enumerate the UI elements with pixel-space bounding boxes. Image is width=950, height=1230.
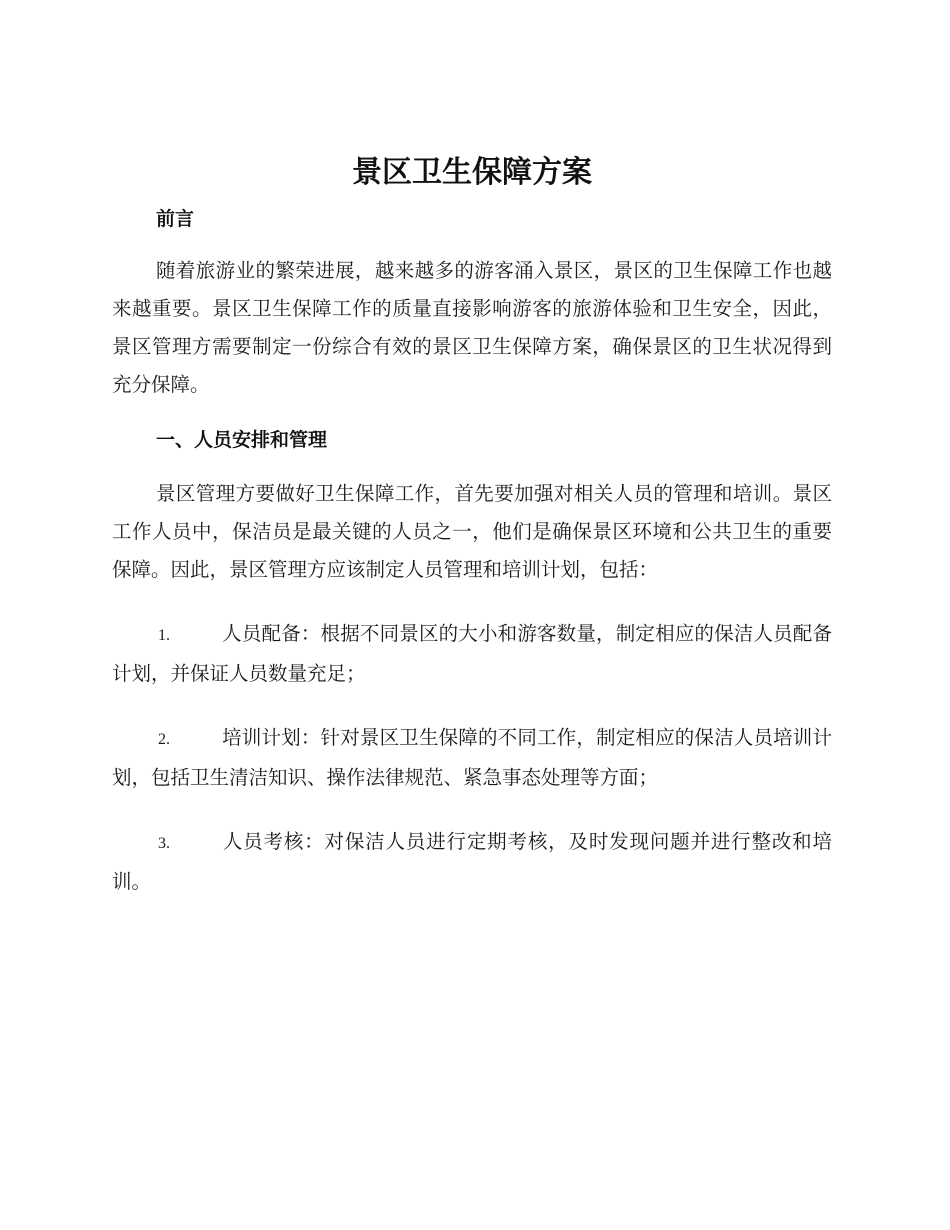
list-item-text: 人员配备：根据不同景区的大小和游客数量，制定相应的保洁人员配备计划，并保证人员数量充足； [112, 622, 832, 685]
preface-paragraph: 随着旅游业的繁荣进展，越来越多的游客涌入景区，景区的卫生保障工作也越来越重要。景区卫生保障工作的质量直接影响游客的旅游体验和卫生安全，因此，景区管理方需要制定一份综合有效的景区卫生保障方案，确保景区的卫生状况得到充分保障。 [112, 259, 832, 396]
list-item [112, 719, 832, 797]
numbered-list [112, 615, 832, 901]
list-item-number: 1. [158, 627, 170, 644]
section-1-paragraph: 景区管理方要做好卫生保障工作，首先要加强对相关人员的管理和培训。景区工作人员中，保洁员是最关键的人员之一，他们是确保景区环境和公共卫生的重要保障。因此，景区管理方应该制定人员管理和培训计划，包括： [112, 482, 832, 581]
list-item-number: 3. [158, 835, 170, 852]
preface-heading: 前言 [156, 208, 195, 230]
list-item [112, 823, 832, 901]
list-item-text: 人员考核：对保洁人员进行定期考核，及时发现问题并进行整改和培训。 [112, 830, 832, 893]
list-item-number: 2. [158, 731, 170, 748]
list-item-text: 培训计划：针对景区卫生保障的不同工作，制定相应的保洁人员培训计划，包括卫生清洁知识、操作法律规范、紧急事态处理等方面； [112, 726, 832, 789]
list-item [112, 615, 832, 693]
document-page [112, 150, 832, 901]
section-1-heading: 一、人员安排和管理 [156, 429, 328, 451]
document-title: 景区卫生保障方案 [352, 155, 592, 190]
